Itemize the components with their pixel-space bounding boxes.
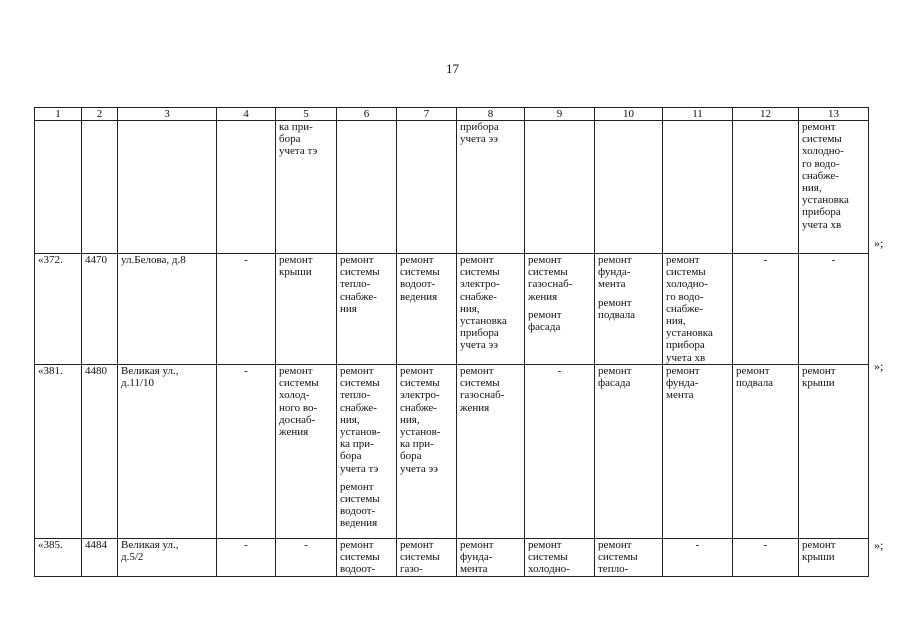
cell-col7	[397, 121, 457, 254]
row-closing-mark: »;	[874, 538, 884, 552]
header-cell: 13	[799, 108, 869, 121]
cell-col8: ремонт системы газоснаб- жения	[457, 365, 525, 539]
cell-col4: -	[217, 539, 276, 577]
cell-col13: -	[799, 254, 869, 365]
table-row	[35, 121, 869, 254]
cell-code: 4484	[82, 539, 118, 577]
header-cell: 7	[397, 108, 457, 121]
cell-col13: ремонт крыши	[799, 365, 869, 539]
cell-code	[82, 121, 118, 254]
row-closing-mark: »;	[874, 236, 884, 250]
cell-number: «381.	[35, 365, 82, 539]
cell-col11	[663, 121, 733, 254]
cell-col5: ка при- бора учета тэ	[276, 121, 337, 254]
table-row	[35, 254, 869, 365]
cell-col6: ремонт системы тепло- снабже- ния	[337, 254, 397, 365]
repair-schedule-table	[34, 107, 869, 577]
cell-col10: ремонт фунда- мента ремонт подвала	[595, 254, 663, 365]
header-cell: 10	[595, 108, 663, 121]
cell-col10: ремонт системы тепло-	[595, 539, 663, 577]
cell-code: 4470	[82, 254, 118, 365]
cell-col10: ремонт фасада	[595, 365, 663, 539]
header-cell: 11	[663, 108, 733, 121]
cell-code: 4480	[82, 365, 118, 539]
cell-address: ул.Белова, д.8	[118, 254, 217, 365]
cell-col9: -	[525, 365, 595, 539]
cell-col8: ремонт фунда- мента	[457, 539, 525, 577]
cell-number	[35, 121, 82, 254]
cell-number: «372.	[35, 254, 82, 365]
cell-address: Великая ул., д.5/2	[118, 539, 217, 577]
row-closing-mark: »;	[874, 359, 884, 373]
cell-col7: ремонт системы водоот- ведения	[397, 254, 457, 365]
cell-col7: ремонт системы газо-	[397, 539, 457, 577]
cell-col11: ремонт системы холодно- го водо- снабже- ния, установка прибора учета хв	[663, 254, 733, 365]
header-cell: 2	[82, 108, 118, 121]
cell-col8: ремонт системы электро- снабже- ния, установка прибора учета ээ	[457, 254, 525, 365]
header-cell: 8	[457, 108, 525, 121]
cell-col11: -	[663, 539, 733, 577]
cell-col9: ремонт системы холодно-	[525, 539, 595, 577]
cell-col12: -	[733, 254, 799, 365]
table-row	[35, 539, 869, 577]
column-number-header	[35, 108, 869, 121]
cell-col10	[595, 121, 663, 254]
page-number: 17	[446, 61, 459, 76]
header-cell: 12	[733, 108, 799, 121]
cell-number: «385.	[35, 539, 82, 577]
cell-address: Великая ул., д.11/10	[118, 365, 217, 539]
cell-col12	[733, 121, 799, 254]
header-cell: 9	[525, 108, 595, 121]
cell-col13: ремонт системы холодно- го водо- снабже- ния, установка прибора учета хв	[799, 121, 869, 254]
cell-col12: -	[733, 539, 799, 577]
header-cell: 3	[118, 108, 217, 121]
cell-col13: ремонт крыши	[799, 539, 869, 577]
cell-col9: ремонт системы газоснаб- жения ремонт фасада	[525, 254, 595, 365]
cell-col4: -	[217, 365, 276, 539]
cell-col5: ремонт системы холод- ного во- доснаб- жения	[276, 365, 337, 539]
cell-col12: ремонт подвала	[733, 365, 799, 539]
header-cell: 4	[217, 108, 276, 121]
cell-col5: ремонт крыши	[276, 254, 337, 365]
cell-col6	[337, 121, 397, 254]
cell-col8: прибора учета ээ	[457, 121, 525, 254]
cell-col5: -	[276, 539, 337, 577]
cell-col4	[217, 121, 276, 254]
header-cell: 6	[337, 108, 397, 121]
cell-col9	[525, 121, 595, 254]
cell-col4: -	[217, 254, 276, 365]
table-row	[35, 365, 869, 539]
header-cell: 1	[35, 108, 82, 121]
cell-col6: ремонт системы водоот-	[337, 539, 397, 577]
cell-col6: ремонт системы тепло- снабже- ния, установ- ка при- бора учета тэ ремонт системы водоот- ведения	[337, 365, 397, 539]
cell-col11: ремонт фунда- мента	[663, 365, 733, 539]
cell-address	[118, 121, 217, 254]
cell-col7: ремонт системы электро- снабже- ния, установ- ка при- бора учета ээ	[397, 365, 457, 539]
header-cell: 5	[276, 108, 337, 121]
